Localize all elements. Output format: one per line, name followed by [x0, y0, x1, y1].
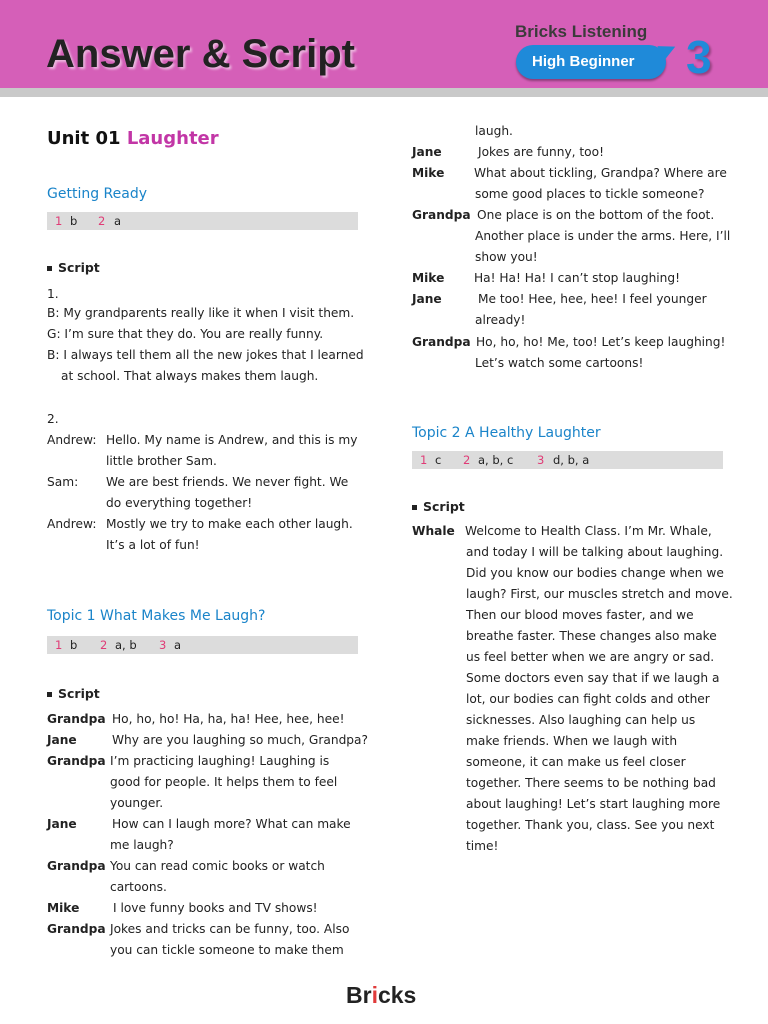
dialogue-line: Ho, ho, ho! Ha, ha, ha! Hee, hee, hee! [112, 712, 345, 726]
dialogue-line: Hello. My name is Andrew, and this is my [106, 433, 358, 447]
answer-value: c [435, 453, 442, 467]
answer-value: a [174, 638, 182, 652]
answer-number: 1 [55, 638, 63, 652]
speaker-label: Jane [47, 733, 77, 747]
script-line: at school. That always makes them laugh. [61, 369, 319, 383]
dialogue-line: How can I laugh more? What can make [112, 817, 351, 831]
script-line: G: I’m sure that they do. You are really funny. [47, 327, 324, 341]
answer-number: 3 [159, 638, 167, 652]
unit-name: Laughter [126, 128, 219, 149]
speaker-label: Whale [412, 524, 455, 538]
topic1-answer-bar [47, 636, 358, 654]
dialogue-line: Ho, ho, ho! Me, too! Let’s keep laughing! [476, 335, 726, 349]
speaker-label: Andrew: [47, 433, 97, 447]
script-line: Welcome to Health Class. I’m Mr. Whale, [465, 524, 712, 538]
level-label: High Beginner [532, 53, 635, 70]
script-line: together. There seems to be nothing bad [466, 776, 716, 790]
dialogue-line: younger. [110, 796, 164, 810]
speaker-label: Grandpa [47, 712, 106, 726]
answer-number: 1 [55, 214, 63, 228]
speaker-label: Grandpa [47, 754, 106, 768]
dialogue-line: Ha! Ha! Ha! I can’t stop laughing! [474, 271, 681, 285]
book-number: 3 [686, 31, 712, 83]
speaker-label: Grandpa [47, 859, 106, 873]
script-line: B: I always tell them all the new jokes that I learned [47, 348, 364, 362]
script-line: lot, our bodies can fight colds and other [466, 692, 710, 706]
dialogue-line: me laugh? [110, 838, 174, 852]
speaker-label: Sam: [47, 475, 79, 489]
getting-ready-script-heading: Script [47, 260, 100, 275]
script-line: 2. [47, 412, 59, 426]
dialogue-line: Mostly we try to make each other laugh. [106, 517, 353, 531]
speaker-label: Mike [412, 271, 445, 285]
topic2-heading: Topic 2 A Healthy Laughter [412, 425, 601, 441]
dialogue-line: Another place is under the arms. Here, I’ll [475, 229, 731, 243]
speaker-label: Grandpa [412, 335, 471, 349]
dialogue-line: We are best friends. We never fight. We [106, 475, 349, 489]
script-line: Then our blood moves faster, and we [466, 608, 694, 622]
answer-value: b [70, 214, 78, 228]
getting-ready-answer-bar [47, 212, 358, 230]
dialogue-line: little brother Sam. [106, 454, 217, 468]
script-line: laugh? First, our muscles stretch and move. [466, 587, 733, 601]
script-line: breathe faster. These changes also make [466, 629, 717, 643]
series-title: Bricks Listening [515, 22, 648, 41]
answer-value: d, b, a [553, 453, 590, 467]
answer-number: 1 [420, 453, 428, 467]
unit-title [47, 128, 219, 149]
dialogue-line: What about tickling, Grandpa? Where are [474, 166, 727, 180]
dialogue-line: you can tickle someone to make them [110, 943, 344, 957]
topic2-answer-bar [412, 451, 723, 469]
script-line: time! [466, 839, 499, 853]
dialogue-line: Jokes and tricks can be funny, too. Also [110, 922, 350, 936]
bricks-logo [346, 982, 416, 1009]
dialogue-line: Let’s watch some cartoons! [475, 356, 644, 370]
script-line: about laughing! Let’s start laughing more [466, 797, 721, 811]
topic1-heading: Topic 1 What Makes Me Laugh? [47, 608, 266, 624]
script-line: someone, it can make us feel closer [466, 755, 686, 769]
script-line: us feel better when we are angry or sad. [466, 650, 715, 664]
logo-text: cks [377, 982, 417, 1008]
dialogue-line: You can read comic books or watch [110, 859, 325, 873]
dialogue-line: I’m practicing laughing! Laughing is [110, 754, 330, 768]
script-line: make friends. When we laugh with [466, 734, 678, 748]
script-line: together. Thank you, class. See you next [466, 818, 715, 832]
page-title: Answer & Script [46, 32, 355, 76]
logo-text: Br [346, 982, 372, 1008]
speaker-label: Jane [47, 817, 77, 831]
script-line: Did you know our bodies change when we [466, 566, 724, 580]
dialogue-line: Me too! Hee, hee, hee! I feel younger [478, 292, 707, 306]
dialogue-line: One place is on the bottom of the foot. [477, 208, 715, 222]
level-badge [516, 45, 666, 79]
speaker-label: Andrew: [47, 517, 97, 531]
speaker-label: Mike [412, 166, 445, 180]
answer-number: 3 [537, 453, 545, 467]
speaker-label: Grandpa [412, 208, 471, 222]
dialogue-line: laugh. [475, 124, 513, 138]
answer-number: 2 [463, 453, 471, 467]
dialogue-line: I love funny books and TV shows! [113, 901, 318, 915]
answer-value: b [70, 638, 78, 652]
dialogue-line: good for people. It helps them to feel [110, 775, 338, 789]
speaker-label: Mike [47, 901, 80, 915]
answer-value: a, b [115, 638, 137, 652]
speaker-label: Jane [412, 145, 442, 159]
speaker-label: Grandpa [47, 922, 106, 936]
answer-number: 2 [100, 638, 108, 652]
dialogue-line: show you! [475, 250, 538, 264]
answer-number: 2 [98, 214, 106, 228]
topic1-script-heading: Script [47, 686, 100, 701]
dialogue-line: It’s a lot of fun! [106, 538, 200, 552]
answer-value: a [114, 214, 122, 228]
script-line: Some doctors even say that if we laugh a [466, 671, 720, 685]
dialogue-line: Why are you laughing so much, Grandpa? [112, 733, 368, 747]
answer-value: a, b, c [478, 453, 514, 467]
speaker-label: Jane [412, 292, 442, 306]
script-line: B: My grandparents really like it when I visit them. [47, 306, 355, 320]
logo-text-i: i [371, 982, 378, 1008]
getting-ready-heading: Getting Ready [47, 186, 148, 202]
dialogue-line: cartoons. [110, 880, 167, 894]
topic2-script-heading: Script [412, 499, 465, 514]
script-line: and today I will be talking about laughing. [466, 545, 724, 559]
header-divider [0, 88, 768, 97]
script-line: sicknesses. Also laughing can help us [466, 713, 696, 727]
dialogue-line: Jokes are funny, too! [478, 145, 604, 159]
script-line: 1. [47, 287, 59, 301]
unit-label: Unit 01 [47, 128, 121, 149]
dialogue-line: some good places to tickle someone? [475, 187, 705, 201]
dialogue-line: do everything together! [106, 496, 253, 510]
dialogue-line: already! [475, 313, 526, 327]
